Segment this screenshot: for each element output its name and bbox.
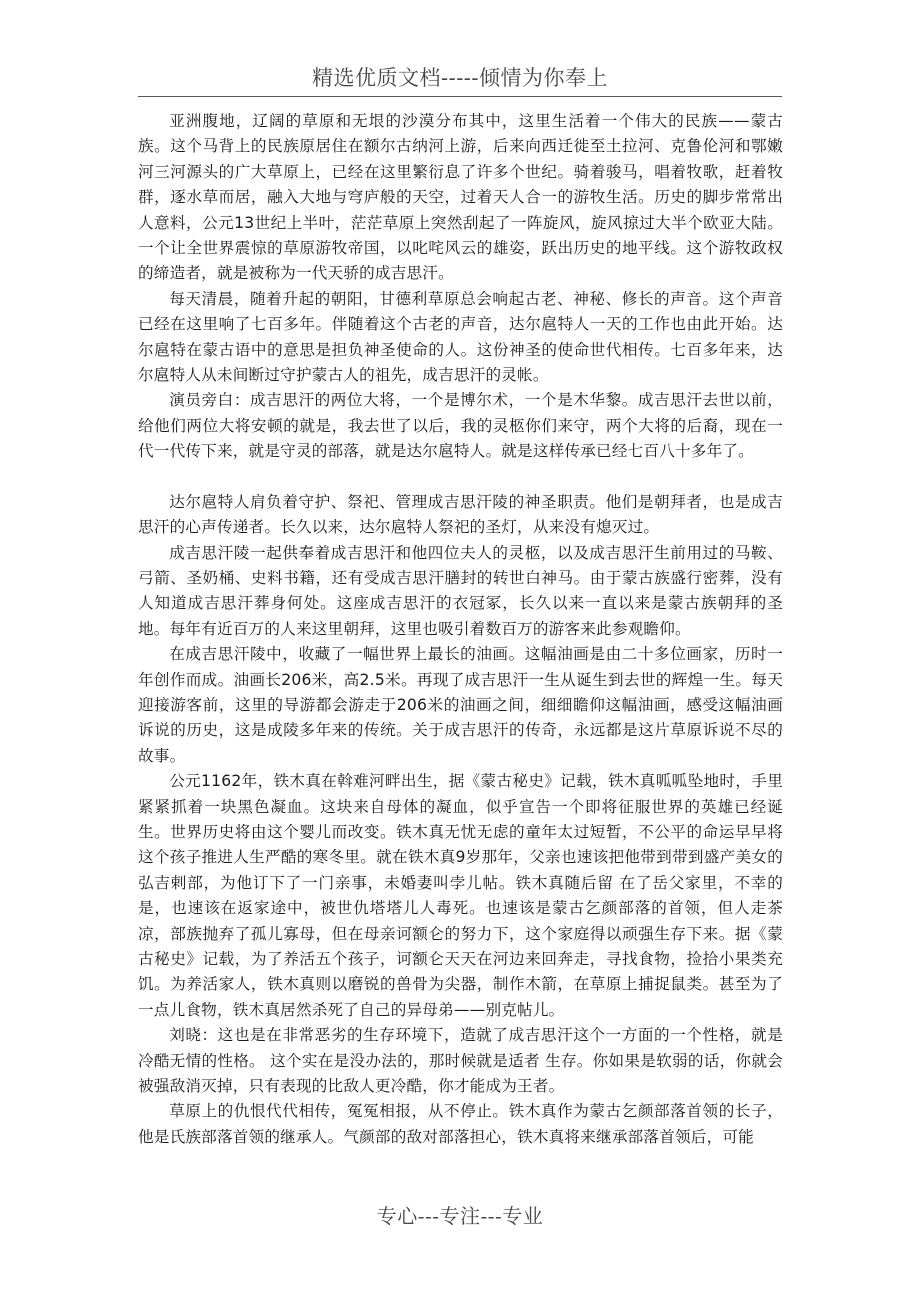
paragraph: 每天清晨，随着升起的朝阳，甘德利草原总会响起古老、神秘、修长的声音。这个声音已经在这里响了七百多年。伴随着这个古老的声音，达尔扈特人一天的工作也由此开始。达尔扈特在蒙古语中的意思是担负神圣使命的人。这份神圣的使命世代相传。七百多年来，达尔扈特人从未间断过守护蒙古人的祖先，成吉思汗的灵帐。	[138, 289, 783, 385]
paragraph: 达尔扈特人肩负着守护、祭祀、管理成吉思汗陵的神圣职责。他们是朝拜者，也是成吉思汗的心声传递者。长久以来，达尔扈特人祭祀的圣灯，从来没有熄灭过。	[138, 492, 783, 537]
footer-text: 专心---专注---专业	[376, 1204, 544, 1228]
paragraph: 成吉思汗陵一起供奉着成吉思汗和他四位夫人的灵柩，以及成吉思汗生前用过的马鞍、弓箭、圣奶桶、史料书籍，还有受成吉思汗膳封的转世白神马。由于蒙古族盛行密葬，没有人知道成吉思汗葬身何处。这座成吉思汗的衣冠冢，长久以来一直以来是蒙古族朝拜的圣地。每年有近百万的人来这里朝拜，这里也吸引着数百万的游客来此参观瞻仰。	[138, 543, 783, 638]
paragraph-spacer	[138, 465, 783, 490]
paragraph: 亚洲腹地，辽阔的草原和无垠的沙漠分布其中，这里生活着一个伟大的民族——蒙古族。这个马背上的民族原居住在额尔古纳河上游，后来向西迁徙至土拉河、克鲁伦河和鄂嫩河三河源头的广大草原上，已经在这里繁衍息了许多个世纪。骑着骏马，唱着牧歌，赶着牧群，逐水草而居，融入大地与穹庐般的天空，过着天人合一的游牧生活。历史的脚步常常出人意料，公元13世纪上半叶，茫茫草原上突然刮起了一阵旋风，旋风掠过大半个欧亚大陆。一个让全世界震惊的草原游牧帝国，以叱咤风云的雄姿，跃出历史的地平线。这个游牧政权的缔造者，就是被称为一代天骄的成吉思汗。	[138, 112, 783, 283]
paragraph: 在成吉思汗陵中，收藏了一幅世界上最长的油画。这幅油画是由二十多位画家，历时一年创作而成。油画长206米，高2.5米。再现了成吉思汗一生从诞生到去世的辉煌一生。每天迎接游客前，这里的导游都会游走于206米的油画之间，细细瞻仰这幅油画，感受这幅油画诉说的历史，这是成陵多年来的传统。关于成吉思汗的传奇，永远都是这片草原诉说不尽的故事。	[138, 645, 783, 765]
header-title: 精选优质文档-----倾情为你奉上	[312, 66, 608, 90]
paragraph: 草原上的仇恨代代相传，冤冤相报，从不停止。铁木真作为蒙古乞颜部落首领的长子，他是氏族部落首领的继承人。气颜部的敌对部落担心，铁木真将来继承部落首领后，可能	[138, 1102, 783, 1146]
paragraph: 演员旁白：成吉思汗的两位大将，一个是博尔术，一个是木华黎。成吉思汗去世以前，给他们两位大将安顿的就是，我去世了以后，我的灵柩你们来守，两个大将的后裔，现在一代一代传下来，就是守灵的部落，就是达尔扈特人。就是这样传承已经七百八十多年了。	[138, 391, 783, 461]
page-footer	[0, 1200, 920, 1229]
paragraph: 公元1162年，铁木真在斡难河畔出生，据《蒙古秘史》记载，铁木真呱呱坠地时，手里紧紧抓着一块黑色凝血。这块来自母体的凝血，似乎宣告一个即将征服世界的英雄已经诞生。世界历史将由这个婴儿而改变。铁木真无忧无虑的童年太过短暂，不公平的命运早早将这个孩子推进人生严酷的寒冬里。就在铁木真9岁那年，父亲也速该把他带到带到盛产美女的弘吉剌部，为他订下了一门亲事，未婚妻叫孛儿帖。铁木真随后留 在了岳父家里，不幸的是，也速该在返家途中，被世仇塔塔儿人毒死。也速该是蒙古乞颜部落的首领，但人走茶凉，部族抛弃了孤儿寡母，但在母亲诃额仑的努力下，这个家庭得以顽强生存下来。据《蒙古秘史》记载，为了养活五个孩子，诃额仑天天在河边来回奔走，寻找食物，捡拾小果类充饥。为养活家人，铁木真则以磨锐的兽骨为尖器，制作木箭，在草原上捕捉鼠类。甚至为了一点儿食物，铁木真居然杀死了自己的异母弟——别克帖儿。	[138, 772, 783, 1019]
page-header	[138, 62, 782, 97]
document-body	[138, 109, 783, 1150]
paragraph: 刘晓：这也是在非常恶劣的生存环境下，造就了成吉思汗这个一方面的一个性格，就是冷酷无情的性格。 这个实在是没办法的，那时候就是适者 生存。你如果是软弱的话，你就会被强敌消灭掉，只有表现的比敌人更冷酷，你才能成为王者。	[138, 1026, 783, 1096]
